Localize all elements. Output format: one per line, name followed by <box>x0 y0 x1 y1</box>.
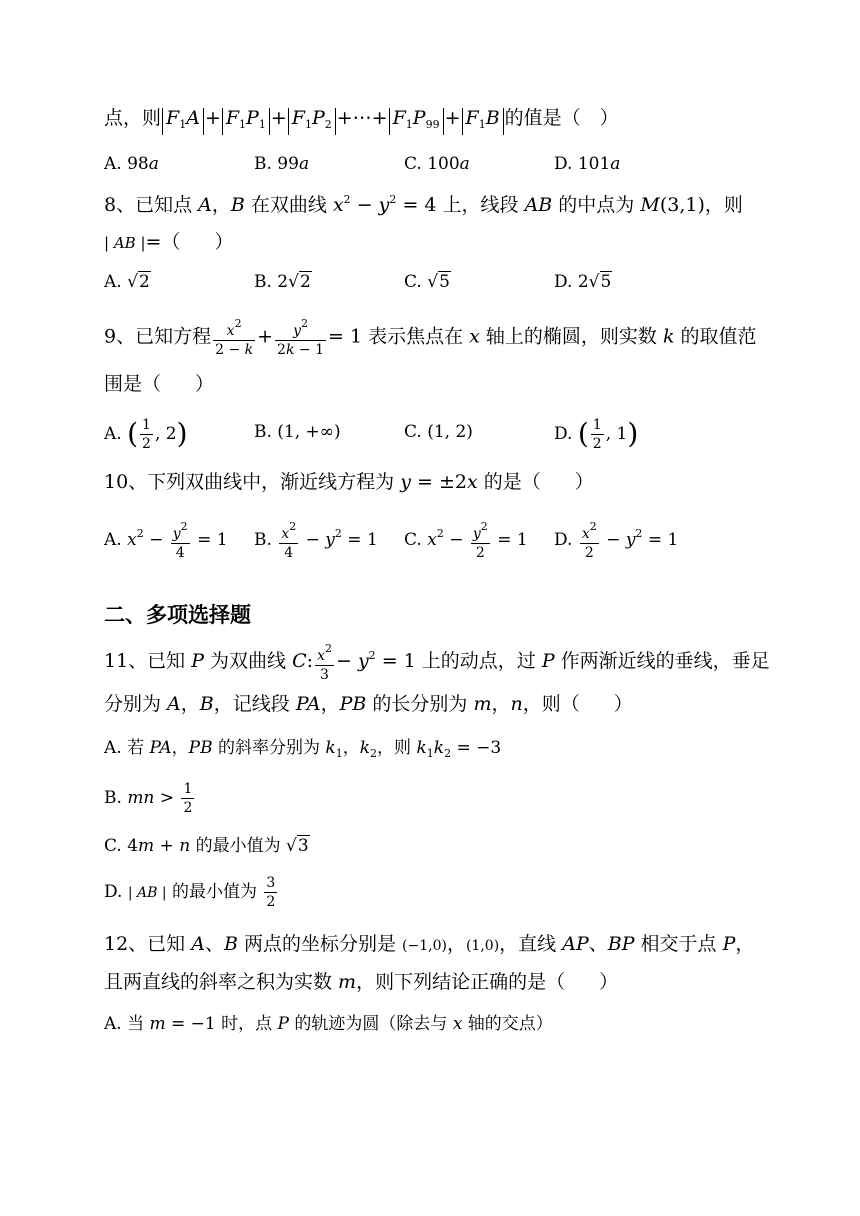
q12-stem-line1: 12、已知 A、B 两点的坐标分别是 (−1,0)，(1,0)，直线 AP、BP 相交于点 P， <box>104 933 755 955</box>
q10-option-a[interactable]: A. $x^2$ − $\frac{y^2}{4}$ = 1 <box>104 520 228 561</box>
q8-option-b[interactable]: B. 2√2 <box>254 272 311 292</box>
q7-option-b[interactable]: B. 99a <box>254 154 310 174</box>
q9-option-a[interactable]: A. ( $\frac{1}{2}$ , 2) <box>104 417 188 452</box>
q8-option-a[interactable]: A. √2 <box>104 272 150 292</box>
q11-stem-line2: 分别为 A，B，记线段 PA，PB 的长分别为 m，n，则（ ） <box>104 693 633 715</box>
q7-stem-tail: 点，则 $F_1A + F_1P_1 + F_1P_2$ +⋯+ $F_1P_{99} + F_1B$ 的值是（ ） <box>104 104 619 135</box>
q12-stem-line2: 且两直线的斜率之积为实数 m，则下列结论正确的是（ ） <box>104 971 619 993</box>
q11-option-c[interactable]: C. 4m + n 的最小值为 √3 <box>104 836 309 856</box>
q11-option-d[interactable]: D. | AB | 的最小值为 $\frac{3}{2}$ <box>104 875 276 910</box>
q10-option-b[interactable]: B. $\frac{x^2}{4}$ − $y^2 = 1$ <box>254 520 378 561</box>
q8-stem-line2: | AB |=（ ） <box>104 231 234 253</box>
q8-option-c[interactable]: C. √5 <box>404 272 450 292</box>
q8-option-d[interactable]: D. 2√5 <box>554 272 612 292</box>
q10-option-c[interactable]: C. $x^2$ − $\frac{y^2}{2}$ = 1 <box>404 520 528 561</box>
q9-stem-line1: 9、已知方程 $\frac{x^2}{2 - k}$ + $\frac{y^2}{2k - 1}$ = 1 表示焦点在 x 轴上的椭圆，则实数 k 的取值范 <box>104 317 757 358</box>
q9-stem-line2: 围是（ ） <box>104 373 215 395</box>
section-title-multiple-choice: 二、多项选择题 <box>104 603 251 627</box>
q8-stem-line1: 8、已知点 A，B 在双曲线 $x^2 - y^2 = 4$ 上，线段 AB 的中点为 M(3,1)，则 <box>104 193 743 216</box>
q11-option-b[interactable]: B. mn > $\frac{1}{2}$ <box>104 781 193 816</box>
q7-option-c[interactable]: C. 100a <box>404 154 470 174</box>
q9-option-d[interactable]: D. ( $\frac{1}{2}$ , 1) <box>554 417 639 452</box>
q11-stem-line1: 11、已知 P 为双曲线 C: $\frac{x^2}{3}$ − $y^2 = 1$ 上的动点，过 P 作两渐近线的垂线，垂足 <box>104 641 770 683</box>
q12-option-a[interactable]: A. 当 m = −1 时，点 P 的轨迹为圆（除去与 x 轴的交点） <box>104 1014 553 1034</box>
q7-option-d[interactable]: D. 101a <box>554 154 621 174</box>
q10-option-d[interactable]: D. $\frac{x^2}{2}$ − $y^2 = 1$ <box>554 520 679 561</box>
q7-option-a[interactable]: A. 98a <box>104 154 159 174</box>
q9-option-b[interactable]: B. (1, +∞) <box>254 422 341 442</box>
q9-option-c[interactable]: C. (1, 2) <box>404 422 473 442</box>
q10-stem: 10、下列双曲线中，渐近线方程为 y = ±2x 的是（ ） <box>104 471 594 493</box>
q11-option-a[interactable]: A. 若 PA，PB 的斜率分别为 $k_1$，$k_2$，则 $k_1k_2 = -3$ <box>104 738 502 760</box>
